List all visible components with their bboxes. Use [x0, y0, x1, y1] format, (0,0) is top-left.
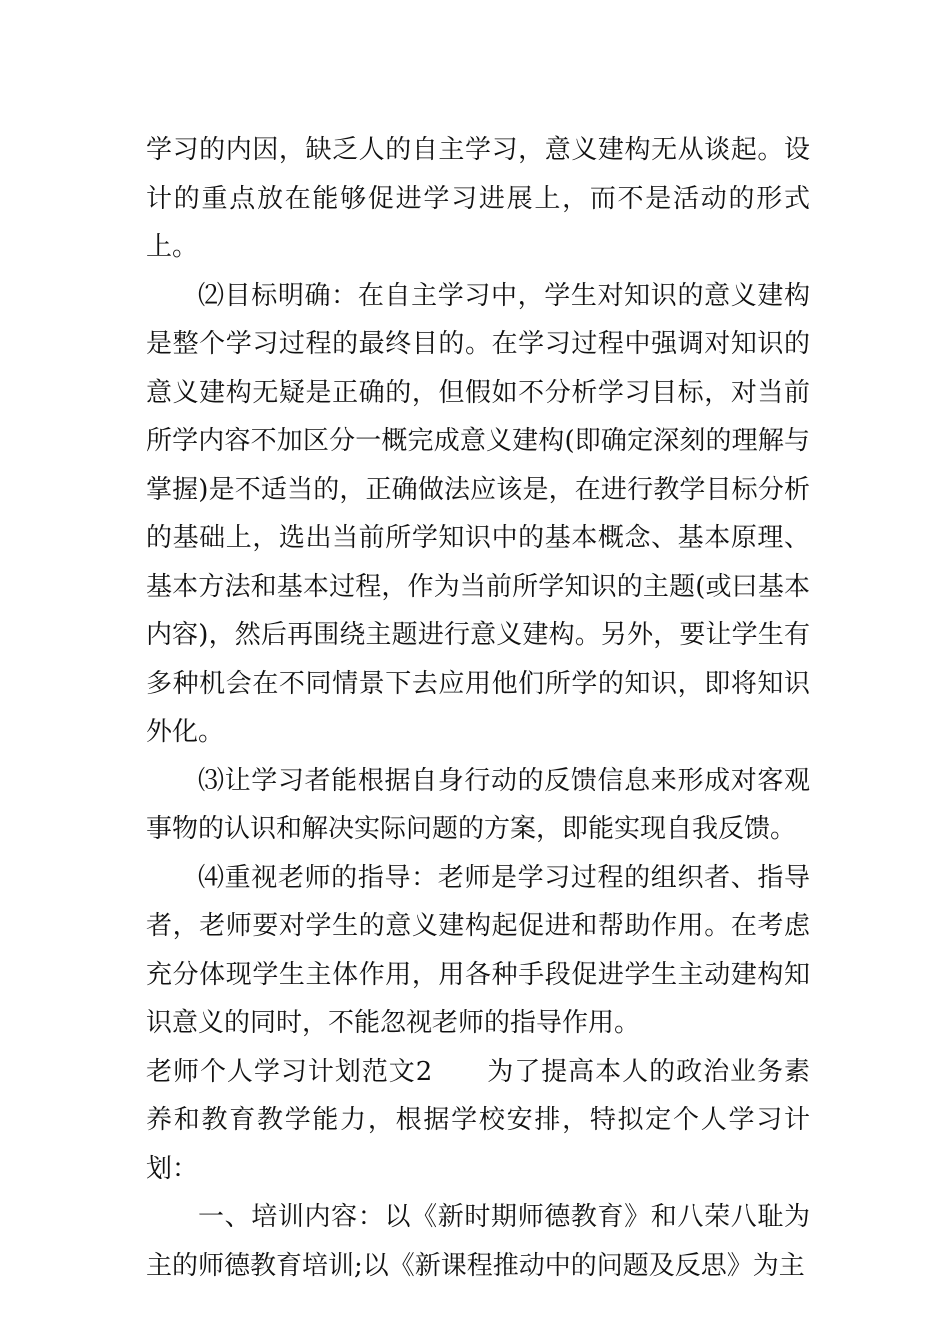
paragraph-study-plan-intro: 老师个人学习计划范文2 为了提高本人的政治业务素养和教育教学能力，根据学校安排，特拟定个人学习计划： — [146, 1056, 810, 1184]
paragraph-learning-motivation: 学习的内因，缺乏人的自主学习，意义建构无从谈起。设计的重点放在能够促进学习进展上，而不是活动的形式上。 — [146, 135, 810, 262]
paragraph-teacher-guidance: ⑷重视老师的指导：老师是学习过程的组织者、指导者，老师要对学生的意义建构起促进和帮助作用。在考虑充分体现学生主体作用，用各种手段促进学生主动建构知识意义的同时，不能忽视老师的指导作用。 — [146, 862, 810, 1038]
paragraph-self-feedback: ⑶让学习者能根据自身行动的反馈信息来形成对客观事物的认识和解决实际问题的方案，即能实现自我反馈。 — [146, 765, 810, 844]
paragraph-clear-goals: ⑵目标明确：在自主学习中，学生对知识的意义建构是整个学习过程的最终目的。在学习过程中强调对知识的意义建构无疑是正确的，但假如不分析学习目标，对当前所学内容不加区分一概完成意义建构(即确定深刻的理解与掌握)是不适当的，正确做法应该是，在进行教学目标分析的基础上，选出当前所学知识中的基本概念、基本原理、基本方法和基本过程，作为当前所学知识的主题(或曰基本内容)，然后再围绕主题进行意义建构。另外，要让学生有多种机会在不同情景下去应用他们所学的知识，即将知识外化。 — [146, 280, 810, 747]
paragraph-training-content: 一、培训内容：以《新时期师德教育》和八荣八耻为主的师德教育培训;以《新课程推动中的问题及反思》为主 — [146, 1202, 810, 1281]
document-body — [146, 126, 810, 1290]
